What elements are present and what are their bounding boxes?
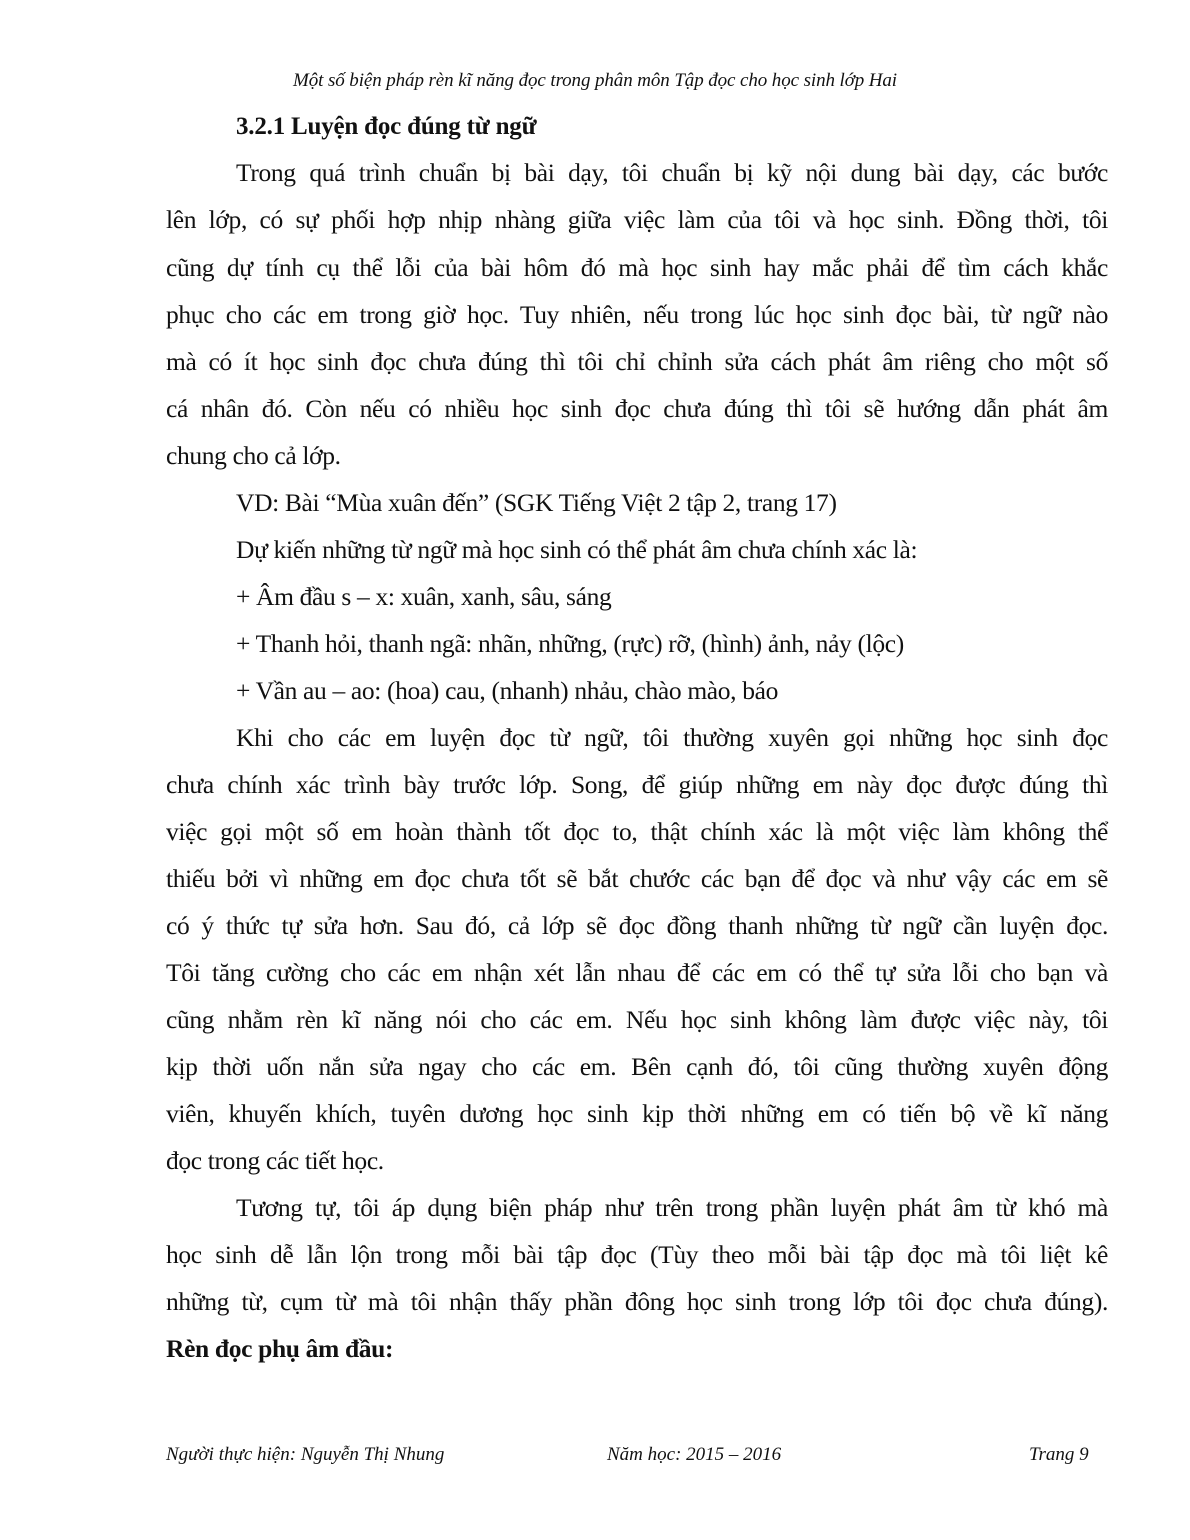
paragraph-line: Tôi tăng cường cho các em nhận xét lẫn nhau để các em có thể tự sửa lỗi cho bạn và <box>166 958 1108 987</box>
footer-author: Người thực hiện: Nguyễn Thị Nhung <box>166 1444 445 1465</box>
paragraph-line: chung cho cả lớp. <box>166 441 341 470</box>
paragraph-line: đọc trong các tiết học. <box>166 1146 384 1175</box>
paragraph-line: mà có ít học sinh đọc chưa đúng thì tôi chỉ chỉnh sửa cách phát âm riêng cho một số <box>166 347 1108 376</box>
paragraph-line: chưa chính xác trình bày trước lớp. Song, để giúp những em này đọc được đúng thì <box>166 770 1108 799</box>
paragraph-line: cũng dự tính cụ thể lỗi của bài hôm đó mà học sinh hay mắc phải để tìm cách khắc <box>166 253 1108 282</box>
paragraph-line: học sinh dễ lẫn lộn trong mỗi bài tập đọc (Tùy theo mỗi bài tập đọc mà tôi liệt kê <box>166 1240 1108 1269</box>
paragraph-line: cá nhân đó. Còn nếu có nhiều học sinh đọc chưa đúng thì tôi sẽ hướng dẫn phát âm <box>166 394 1108 423</box>
footer-page-number: Trang 9 <box>1029 1444 1089 1465</box>
running-header: Một số biện pháp rèn kĩ năng đọc trong phân môn Tập đọc cho học sinh lớp Hai <box>293 70 897 91</box>
paragraph-line: phục cho các em trong giờ học. Tuy nhiên, nếu trong lúc học sinh đọc bài, từ ngữ nào <box>166 300 1108 329</box>
example-item: + Thanh hỏi, thanh ngã: nhãn, những, (rực) rỡ, (hình) ảnh, nảy (lộc) <box>236 629 904 658</box>
section-heading: 3.2.1 Luyện đọc đúng từ ngữ <box>236 113 537 140</box>
paragraph-line: lên lớp, có sự phối hợp nhịp nhàng giữa việc làm của tôi và học sinh. Đồng thời, tôi <box>166 205 1108 234</box>
paragraph-line: kịp thời uốn nắn sửa ngay cho các em. Bên cạnh đó, tôi cũng thường xuyên động <box>166 1052 1108 1081</box>
paragraph-line: Khi cho các em luyện đọc từ ngữ, tôi thường xuyên gọi những học sinh đọc <box>236 723 1108 752</box>
example-source: VD: Bài “Mùa xuân đến” (SGK Tiếng Việt 2 tập 2, trang 17) <box>236 488 837 517</box>
paragraph-line: Tương tự, tôi áp dụng biện pháp như trên trong phần luyện phát âm từ khó mà <box>236 1193 1108 1222</box>
paragraph-line: có ý thức tự sửa hơn. Sau đó, cả lớp sẽ đọc đồng thanh những từ ngữ cần luyện đọc. <box>166 911 1108 940</box>
example-intro: Dự kiến những từ ngữ mà học sinh có thể phát âm chưa chính xác là: <box>236 535 918 564</box>
paragraph-line: việc gọi một số em hoàn thành tốt đọc to, thật chính xác là một việc làm không thể <box>166 817 1108 846</box>
paragraph-line: viên, khuyến khích, tuyên dương học sinh kịp thời những em có tiến bộ về kĩ năng <box>166 1099 1108 1128</box>
example-item: + Vần au – ao: (hoa) cau, (nhanh) nhảu, chào mào, báo <box>236 676 778 705</box>
paragraph-line: Trong quá trình chuẩn bị bài dạy, tôi chuẩn bị kỹ nội dung bài dạy, các bước <box>236 158 1108 187</box>
example-item: + Âm đầu s – x: xuân, xanh, sâu, sáng <box>236 582 612 611</box>
footer-school-year: Năm học: 2015 – 2016 <box>607 1444 782 1465</box>
subheading: Rèn đọc phụ âm đầu: <box>166 1334 394 1363</box>
paragraph-line: những từ, cụm từ mà tôi nhận thấy phần đông học sinh trong lớp tôi đọc chưa đúng). <box>166 1287 1108 1316</box>
paragraph-line: cũng nhằm rèn kĩ năng nói cho các em. Nếu học sinh không làm được việc này, tôi <box>166 1005 1108 1034</box>
paragraph-line: thiếu bởi vì những em đọc chưa tốt sẽ bắt chước các bạn để đọc và như vậy các em sẽ <box>166 864 1108 893</box>
